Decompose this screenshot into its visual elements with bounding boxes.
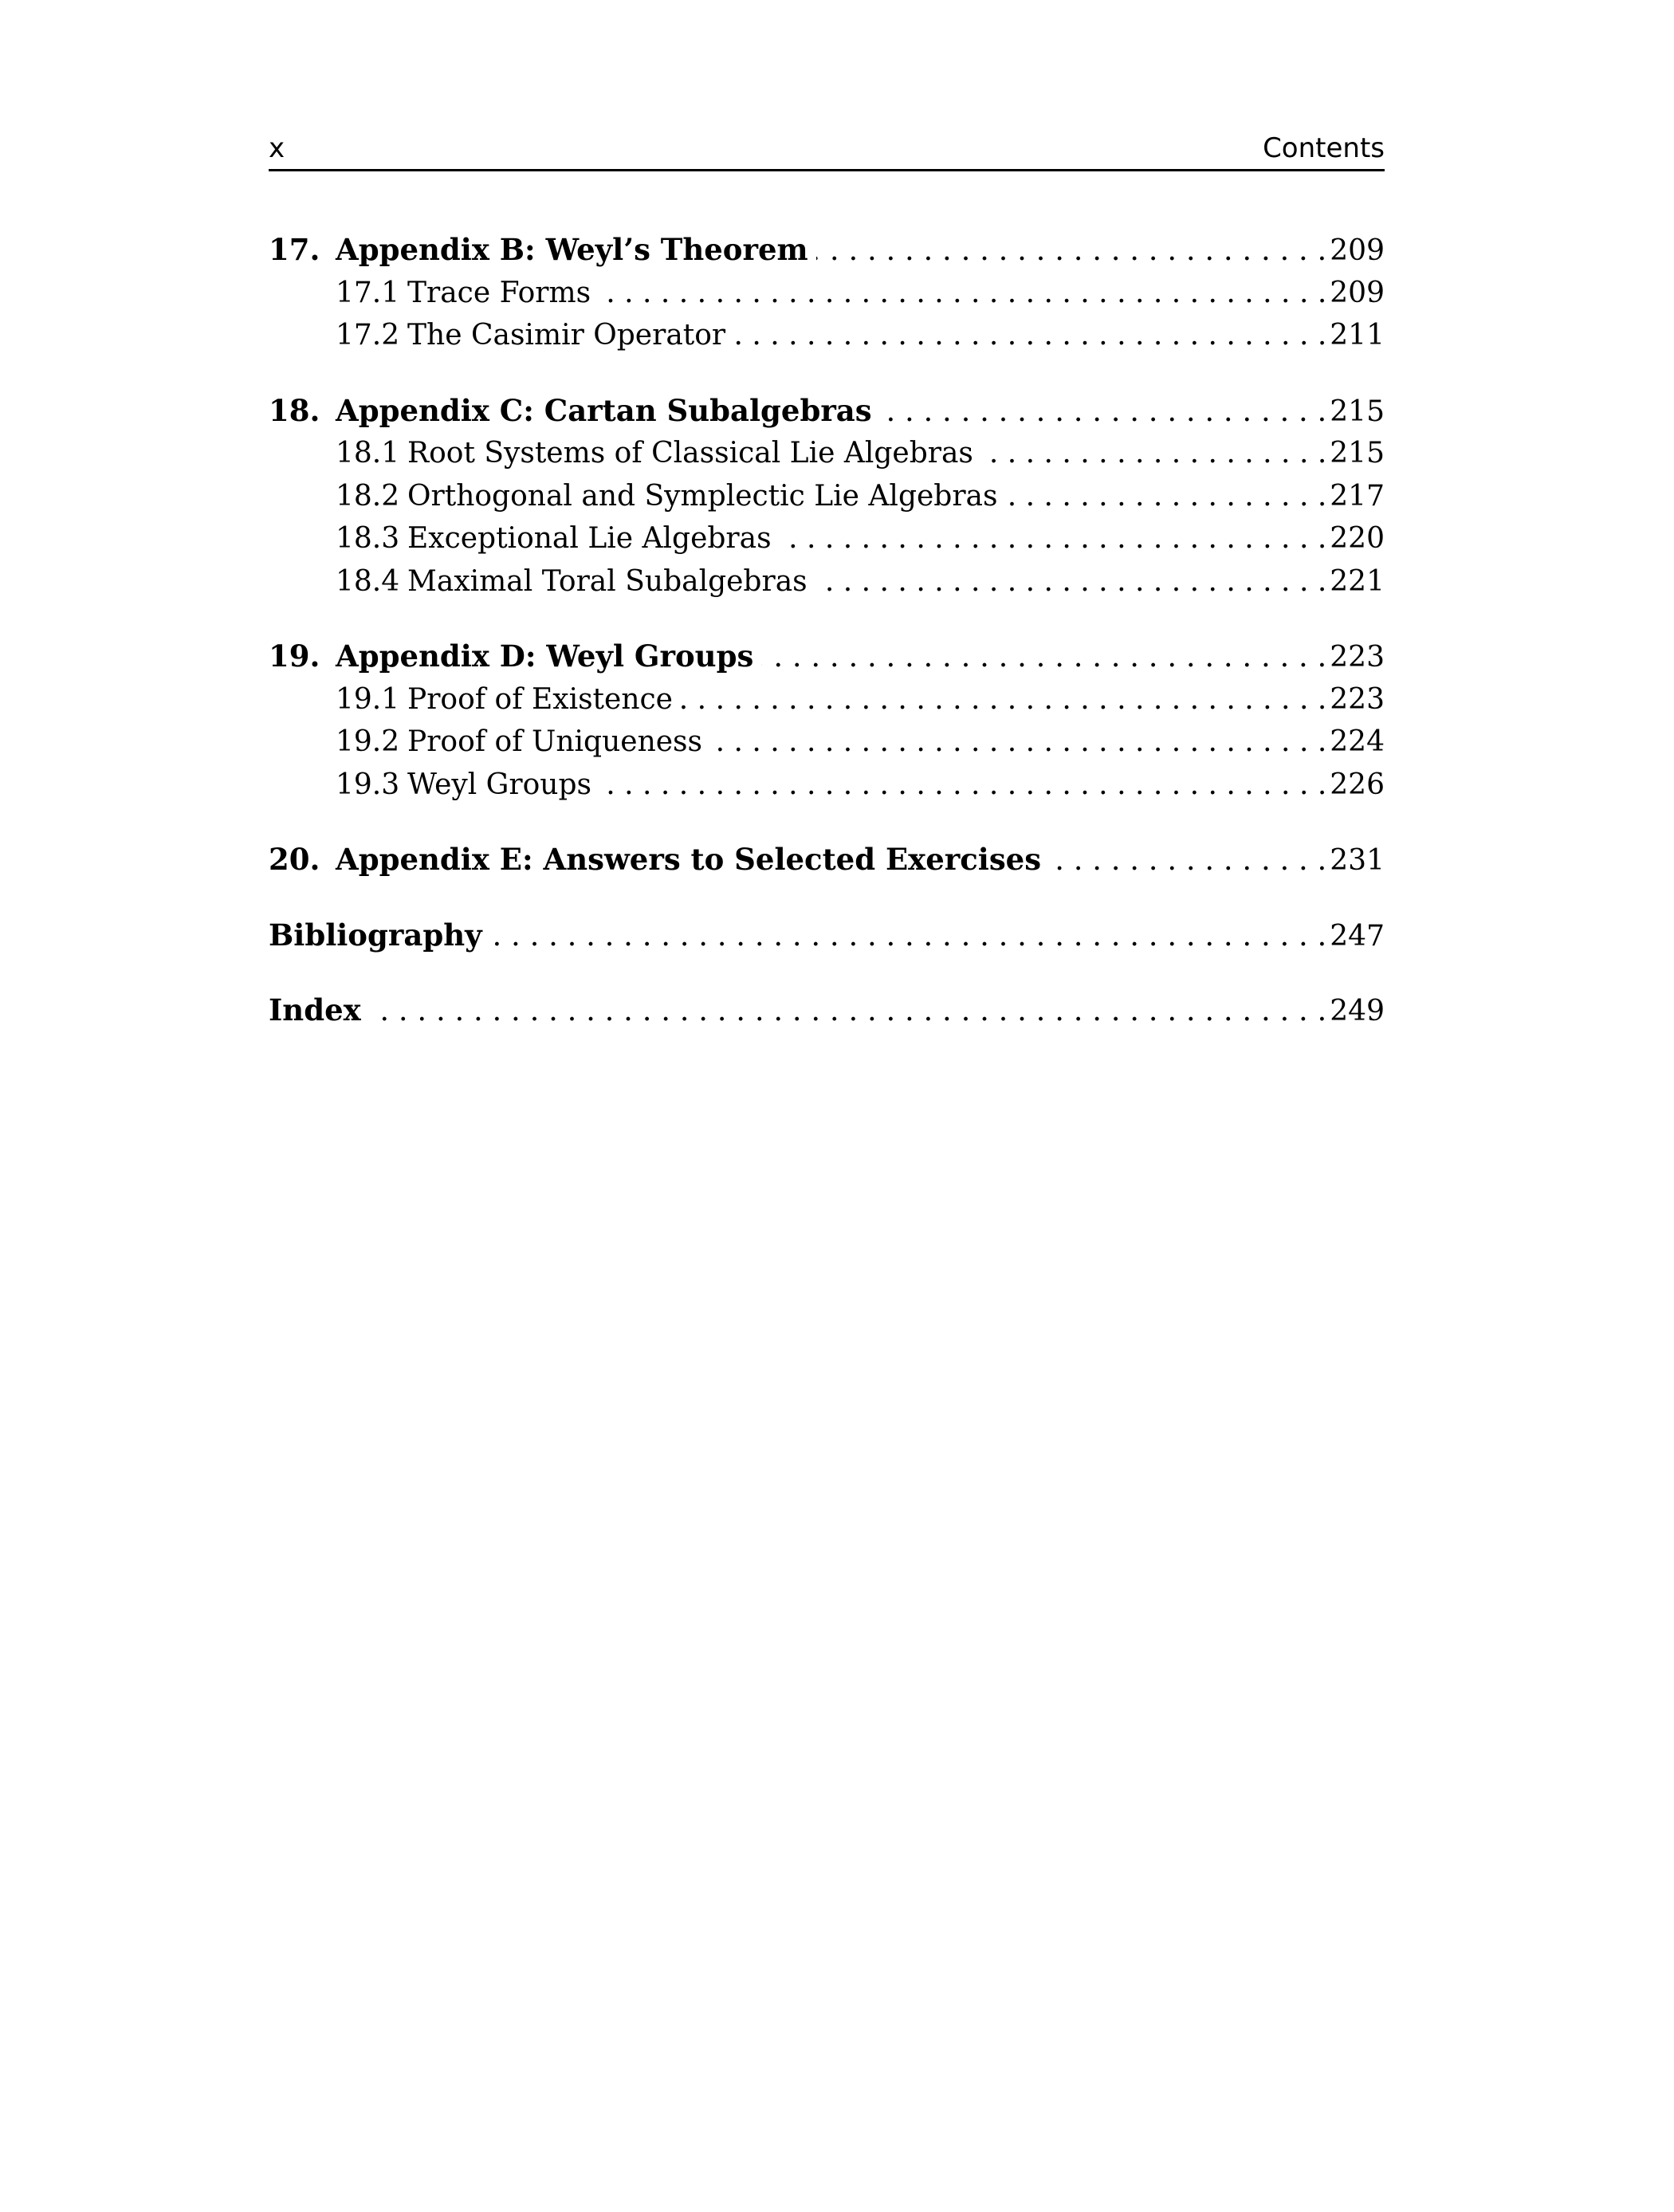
page-number: 231 (1330, 844, 1385, 877)
page-number: 209 (1330, 276, 1385, 309)
toc-section-entry[interactable] (269, 678, 1385, 721)
section-number: 18.3 (336, 522, 400, 555)
running-head-title: Contents (1263, 132, 1385, 164)
toc-back-matter-entry[interactable] (269, 914, 1385, 957)
chapter-title: Appendix D: Weyl Groups (336, 638, 754, 674)
dot-leader (816, 229, 1327, 272)
table-of-contents (269, 229, 1385, 1032)
page-number: 217 (1330, 479, 1385, 513)
section-title: Proof of Uniqueness (407, 725, 703, 758)
dot-leader (599, 764, 1326, 807)
dot-leader (981, 432, 1326, 475)
dot-leader (681, 678, 1326, 721)
page-number: 221 (1330, 564, 1385, 598)
section-title: Maximal Toral Subalgebras (407, 564, 808, 598)
section-title: Root Systems of Classical Lie Algebras (407, 437, 973, 470)
section-title: Trace Forms (407, 276, 591, 309)
section-number: 19.3 (336, 768, 400, 801)
dot-leader (1005, 475, 1326, 518)
document-page (269, 128, 1385, 1065)
toc-chapter-entry[interactable] (269, 229, 1385, 272)
page-number: 223 (1330, 682, 1385, 716)
page-number: 223 (1330, 641, 1385, 674)
chapter-title: Appendix C: Cartan Subalgebras (336, 392, 872, 428)
toc-chapter-entry[interactable] (269, 390, 1385, 433)
dot-leader (780, 517, 1327, 560)
chapter-title: Appendix E: Answers to Selected Exercises (336, 842, 1042, 877)
toc-section-entry[interactable] (269, 721, 1385, 764)
page-number: 215 (1330, 437, 1385, 470)
dot-leader (815, 560, 1327, 603)
toc-section-entry[interactable] (269, 764, 1385, 807)
toc-chapter-19 (269, 635, 1385, 806)
toc-chapter-entry[interactable] (269, 635, 1385, 678)
dot-leader (710, 721, 1326, 764)
chapter-title: Appendix B: Weyl’s Theorem (336, 232, 808, 267)
chapter-number: 19. (269, 638, 320, 674)
page-folio: x (269, 132, 285, 164)
toc-section-entry[interactable] (269, 314, 1385, 357)
chapter-number: 17. (269, 232, 320, 267)
page-number: 211 (1330, 319, 1385, 352)
dot-leader (599, 272, 1326, 315)
section-title: Proof of Existence (407, 682, 673, 716)
toc-section-entry[interactable] (269, 517, 1385, 560)
toc-bibliography (269, 914, 1385, 957)
toc-index (269, 989, 1385, 1032)
toc-chapter-18 (269, 390, 1385, 603)
dot-leader (1049, 839, 1326, 882)
dot-leader (733, 314, 1326, 357)
toc-chapter-17 (269, 229, 1385, 357)
back-matter-title: Bibliography (269, 917, 482, 953)
dot-leader (490, 914, 1327, 957)
page-number: 215 (1330, 395, 1385, 428)
chapter-number: 18. (269, 392, 320, 428)
running-head (269, 128, 1385, 171)
toc-chapter-20 (269, 839, 1385, 882)
section-number: 19.1 (336, 682, 400, 716)
section-number: 17.2 (336, 319, 400, 352)
page-number: 226 (1330, 768, 1385, 801)
section-title: Orthogonal and Symplectic Lie Algebras (407, 479, 998, 513)
back-matter-title: Index (269, 992, 361, 1027)
page-number: 247 (1330, 919, 1385, 953)
section-number: 17.1 (336, 276, 400, 309)
section-number: 18.1 (336, 437, 400, 470)
toc-section-entry[interactable] (269, 272, 1385, 315)
dot-leader (880, 390, 1327, 433)
page-number: 209 (1330, 234, 1385, 267)
page-number: 220 (1330, 522, 1385, 555)
page-number: 249 (1330, 995, 1385, 1027)
dot-leader (761, 635, 1326, 678)
toc-section-entry[interactable] (269, 560, 1385, 603)
toc-section-entry[interactable] (269, 475, 1385, 518)
chapter-number: 20. (269, 842, 320, 877)
toc-section-entry[interactable] (269, 432, 1385, 475)
dot-leader (369, 989, 1327, 1032)
section-number: 18.2 (336, 479, 400, 513)
section-number: 18.4 (336, 564, 400, 598)
section-title: Weyl Groups (407, 768, 592, 801)
toc-chapter-entry[interactable] (269, 839, 1385, 882)
toc-back-matter-entry[interactable] (269, 989, 1385, 1032)
section-title: The Casimir Operator (407, 319, 726, 352)
page-number: 224 (1330, 725, 1385, 758)
section-title: Exceptional Lie Algebras (407, 522, 772, 555)
section-number: 19.2 (336, 725, 400, 758)
